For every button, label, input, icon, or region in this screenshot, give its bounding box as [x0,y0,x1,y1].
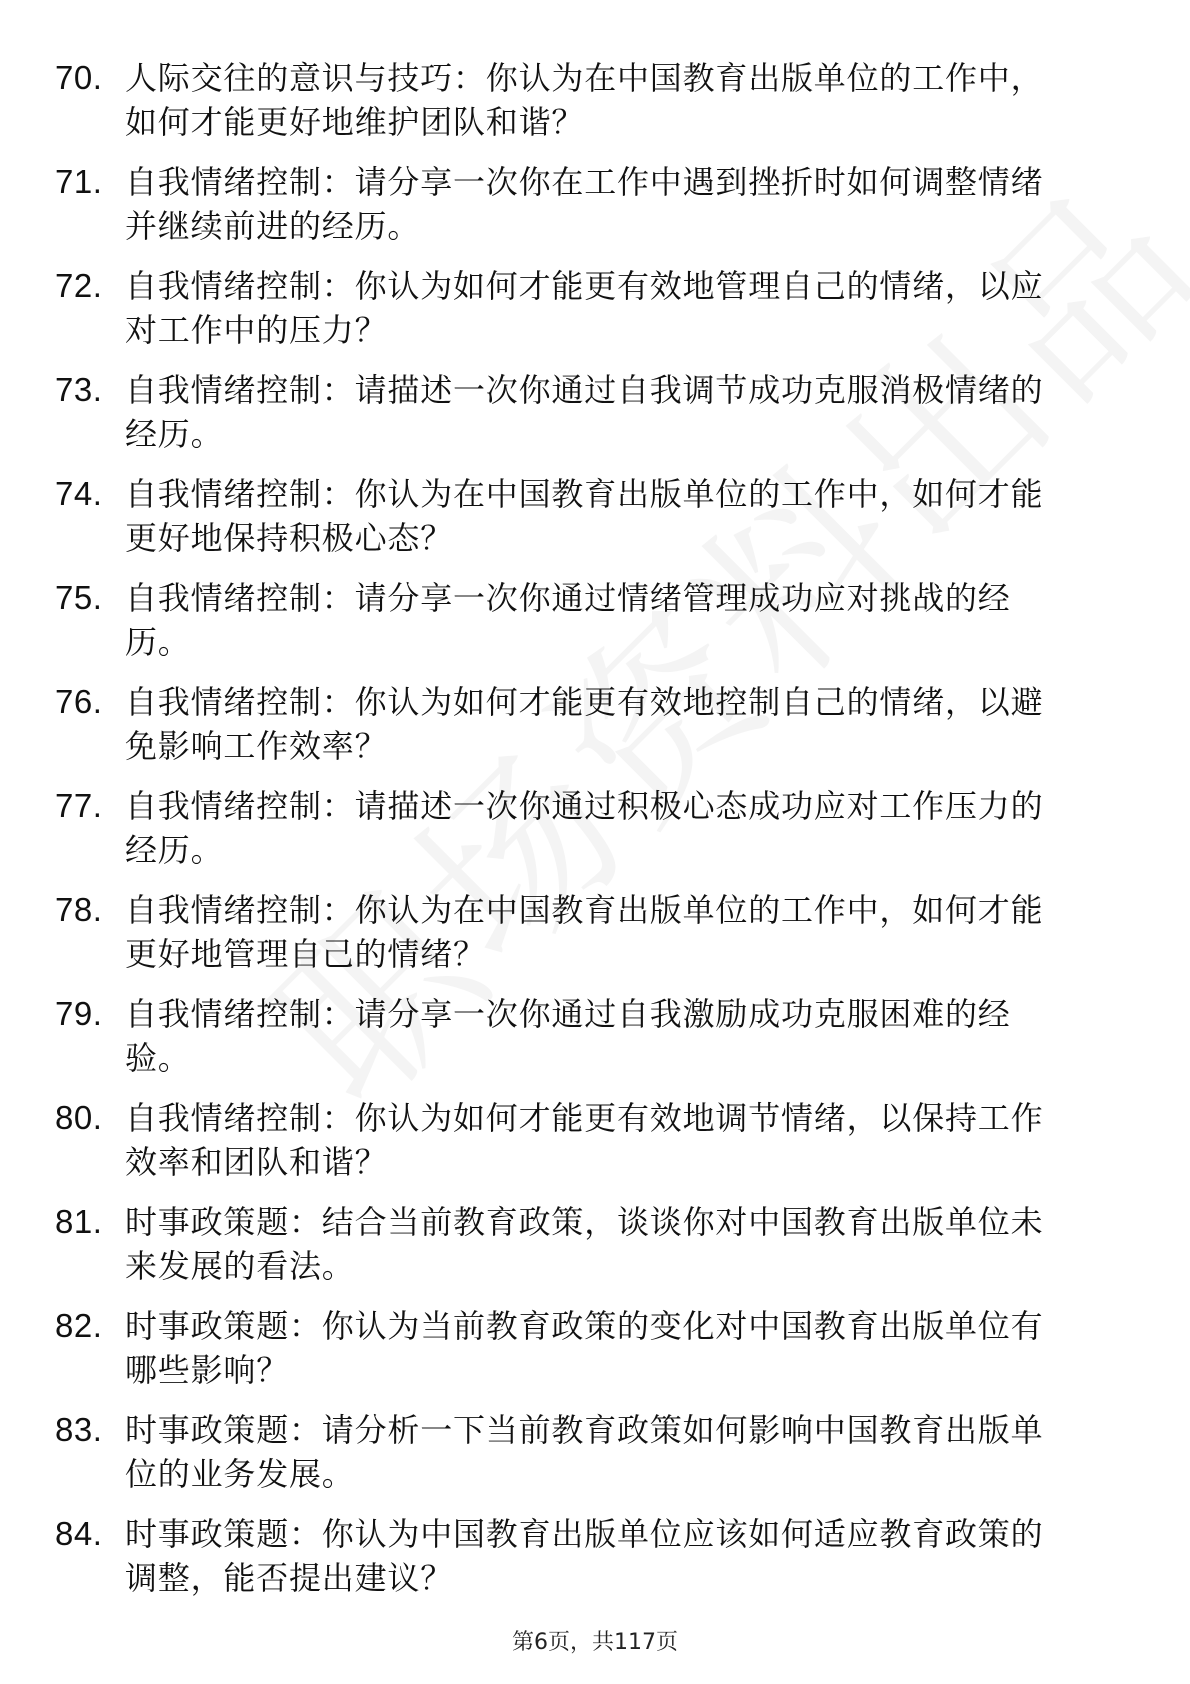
list-item [55,160,1115,248]
question-number: 80. [55,1099,103,1136]
question-text: 人际交往的意识与技巧：你认为在中国教育出版单位的工作中，如何才能更好地维护团队和谐？ [125,59,1044,141]
question-number: 72. [55,267,103,304]
list-item [55,472,1115,560]
question-text: 时事政策题：请分析一下当前教育政策如何影响中国教育出版单位的业务发展。 [125,1411,1044,1493]
question-text: 时事政策题：你认为当前教育政策的变化对中国教育出版单位有哪些影响？ [125,1307,1044,1389]
question-text: 自我情绪控制：你认为在中国教育出版单位的工作中，如何才能更好地管理自己的情绪？ [125,891,1044,973]
list-item [55,992,1115,1080]
question-list [55,56,1115,1616]
question-number: 83. [55,1411,103,1448]
question-text: 自我情绪控制：请分享一次你通过自我激励成功克服困难的经验。 [125,995,1011,1077]
list-item [55,1096,1115,1184]
list-item [55,576,1115,664]
question-text: 自我情绪控制：请分享一次你通过情绪管理成功应对挑战的经历。 [125,579,1011,661]
list-item [55,888,1115,976]
question-number: 82. [55,1307,103,1344]
list-item [55,784,1115,872]
question-text: 自我情绪控制：请描述一次你通过自我调节成功克服消极情绪的经历。 [125,371,1044,453]
question-text: 时事政策题：结合当前教育政策，谈谈你对中国教育出版单位未来发展的看法。 [125,1203,1044,1285]
question-text: 时事政策题：你认为中国教育出版单位应该如何适应教育政策的调整，能否提出建议？ [125,1515,1044,1597]
question-text: 自我情绪控制：你认为如何才能更有效地管理自己的情绪，以应对工作中的压力？ [125,267,1044,349]
question-number: 75. [55,579,103,616]
question-number: 81. [55,1203,103,1240]
question-number: 71. [55,163,103,200]
question-text: 自我情绪控制：请分享一次你在工作中遇到挫折时如何调整情绪并继续前进的经历。 [125,163,1044,245]
question-number: 84. [55,1515,103,1552]
question-number: 78. [55,891,103,928]
list-item [55,368,1115,456]
question-text: 自我情绪控制：你认为如何才能更有效地控制自己的情绪，以避免影响工作效率？ [125,683,1044,765]
question-number: 76. [55,683,103,720]
list-item [55,1512,1115,1600]
list-item [55,680,1115,768]
question-number: 70. [55,59,103,96]
question-number: 73. [55,371,103,408]
list-item [55,1304,1115,1392]
list-item [55,1408,1115,1496]
question-text: 自我情绪控制：请描述一次你通过积极心态成功应对工作压力的经历。 [125,787,1044,869]
question-text: 自我情绪控制：你认为在中国教育出版单位的工作中，如何才能更好地保持积极心态？ [125,475,1044,557]
question-text: 自我情绪控制：你认为如何才能更有效地调节情绪，以保持工作效率和团队和谐？ [125,1099,1044,1181]
list-item [55,264,1115,352]
list-item [55,1200,1115,1288]
list-item [55,56,1115,144]
question-number: 79. [55,995,103,1032]
question-number: 74. [55,475,103,512]
question-number: 77. [55,787,103,824]
page-footer: 第6页，共117页 [512,1630,678,1655]
